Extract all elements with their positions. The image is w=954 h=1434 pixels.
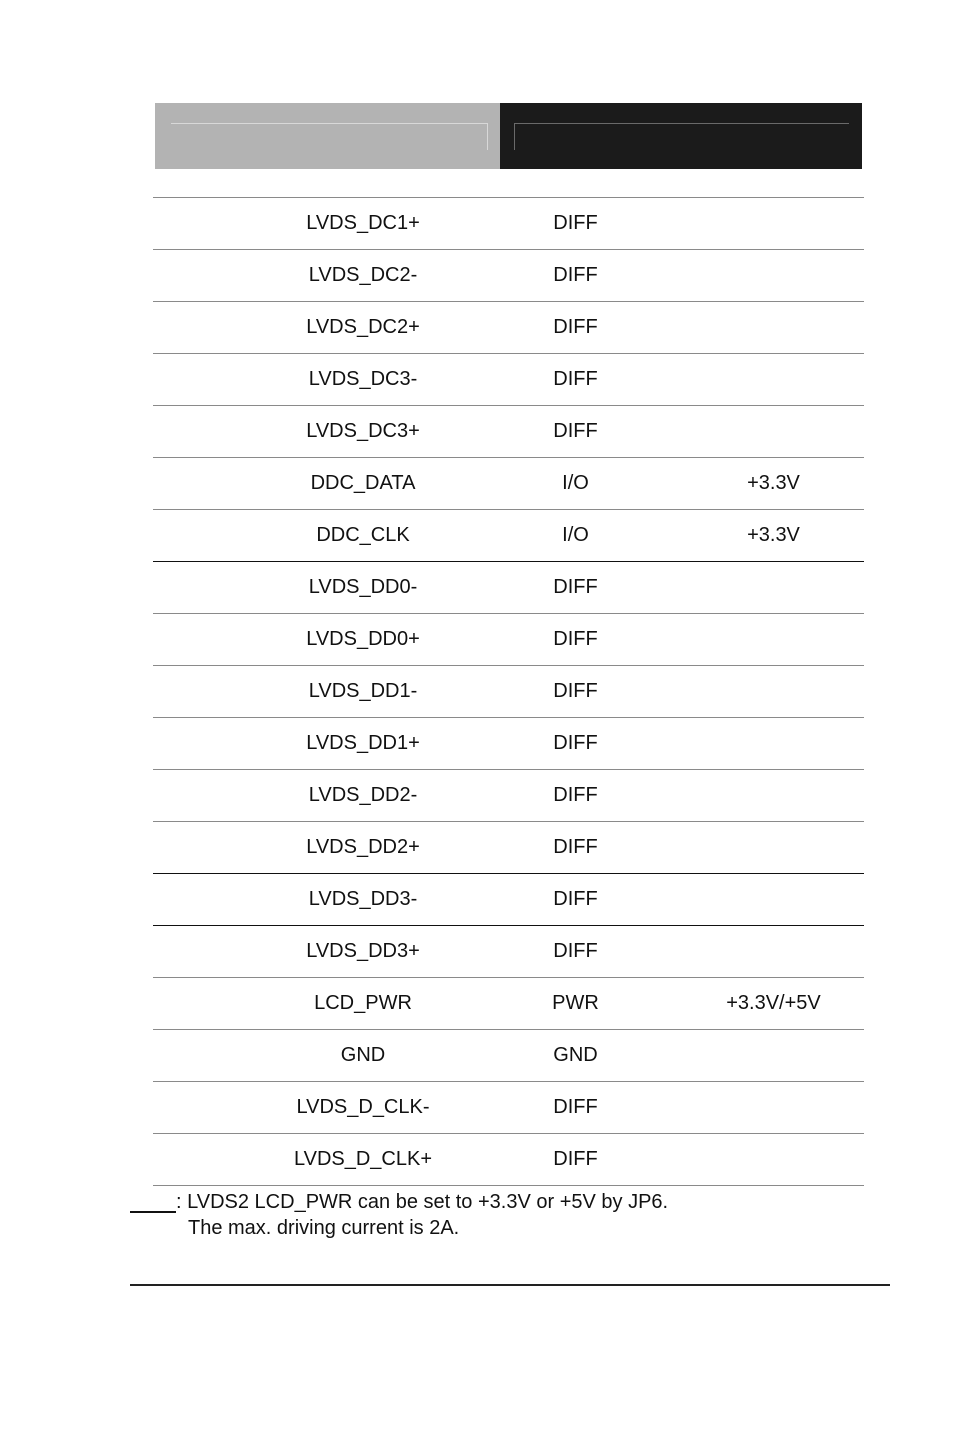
level-cell <box>683 822 864 874</box>
type-cell: I/O <box>468 510 683 562</box>
table-row <box>153 874 864 926</box>
level-cell <box>683 614 864 666</box>
pin-cell <box>153 978 258 1030</box>
level-cell <box>683 406 864 458</box>
type-cell: DIFF <box>468 1082 683 1134</box>
table-note <box>130 1189 668 1241</box>
pin-cell <box>153 354 258 406</box>
table-row <box>153 354 864 406</box>
type-cell: DIFF <box>468 198 683 250</box>
type-cell: DIFF <box>468 302 683 354</box>
level-cell <box>683 302 864 354</box>
signal-cell: LVDS_DD0+ <box>258 614 468 666</box>
type-cell: DIFF <box>468 666 683 718</box>
pin-cell <box>153 250 258 302</box>
type-cell: DIFF <box>468 406 683 458</box>
note-line-1 <box>130 1189 668 1215</box>
header-inset-frame-dark <box>514 123 849 150</box>
table-row <box>153 666 864 718</box>
header-inset-frame-light <box>171 123 488 150</box>
signal-cell: LVDS_DD2- <box>258 770 468 822</box>
table-row <box>153 1082 864 1134</box>
level-cell <box>683 666 864 718</box>
signal-cell: LVDS_DD1- <box>258 666 468 718</box>
level-cell <box>683 250 864 302</box>
table-row <box>153 406 864 458</box>
signal-cell: LVDS_DC2- <box>258 250 468 302</box>
type-cell: DIFF <box>468 614 683 666</box>
pin-cell <box>153 510 258 562</box>
pin-cell <box>153 666 258 718</box>
pin-cell <box>153 822 258 874</box>
signal-cell: LVDS_DD3+ <box>258 926 468 978</box>
pin-cell <box>153 718 258 770</box>
table-row <box>153 1030 864 1082</box>
pin-cell <box>153 1082 258 1134</box>
type-cell: I/O <box>468 458 683 510</box>
level-cell <box>683 1082 864 1134</box>
type-cell: DIFF <box>468 354 683 406</box>
table-row <box>153 458 864 510</box>
level-cell <box>683 874 864 926</box>
table-row <box>153 562 864 614</box>
table-row <box>153 822 864 874</box>
pin-cell <box>153 614 258 666</box>
level-cell <box>683 770 864 822</box>
signal-cell: GND <box>258 1030 468 1082</box>
signal-cell: LVDS_DC3+ <box>258 406 468 458</box>
type-cell: DIFF <box>468 926 683 978</box>
signal-cell: LVDS_DC2+ <box>258 302 468 354</box>
pin-cell <box>153 562 258 614</box>
type-cell: GND <box>468 1030 683 1082</box>
level-cell <box>683 354 864 406</box>
level-cell: +3.3V/+5V <box>683 978 864 1030</box>
pin-cell <box>153 1030 258 1082</box>
signal-cell: LVDS_D_CLK- <box>258 1082 468 1134</box>
pin-assignment-table <box>153 198 864 1186</box>
footer-rule <box>130 1284 890 1286</box>
pin-cell <box>153 406 258 458</box>
signal-cell: LVDS_DD3- <box>258 874 468 926</box>
type-cell: DIFF <box>468 562 683 614</box>
type-cell: DIFF <box>468 822 683 874</box>
level-cell <box>683 198 864 250</box>
pin-cell <box>153 198 258 250</box>
pin-cell <box>153 458 258 510</box>
signal-cell: LCD_PWR <box>258 978 468 1030</box>
signal-cell: LVDS_DD2+ <box>258 822 468 874</box>
type-cell: DIFF <box>468 250 683 302</box>
level-cell <box>683 1134 864 1186</box>
type-cell: DIFF <box>468 1134 683 1186</box>
level-cell <box>683 718 864 770</box>
table-row <box>153 978 864 1030</box>
level-cell <box>683 562 864 614</box>
signal-cell: LVDS_DD1+ <box>258 718 468 770</box>
pin-cell <box>153 926 258 978</box>
level-cell: +3.3V <box>683 458 864 510</box>
note-label-underline <box>130 1189 176 1213</box>
type-cell: DIFF <box>468 874 683 926</box>
signal-cell: DDC_CLK <box>258 510 468 562</box>
table-row <box>153 302 864 354</box>
pin-cell <box>153 874 258 926</box>
signal-cell: LVDS_D_CLK+ <box>258 1134 468 1186</box>
level-cell: +3.3V <box>683 510 864 562</box>
type-cell: PWR <box>468 978 683 1030</box>
pin-cell <box>153 770 258 822</box>
note-text-1: : LVDS2 LCD_PWR can be set to +3.3V or +5V by JP6. <box>176 1191 669 1213</box>
pin-cell <box>153 1134 258 1186</box>
pin-table-body <box>153 198 864 1186</box>
signal-cell: LVDS_DD0- <box>258 562 468 614</box>
signal-cell: LVDS_DC3- <box>258 354 468 406</box>
signal-cell: DDC_DATA <box>258 458 468 510</box>
header-band-dark <box>500 103 862 169</box>
table-row <box>153 926 864 978</box>
table-row <box>153 1134 864 1186</box>
level-cell <box>683 926 864 978</box>
level-cell <box>683 1030 864 1082</box>
table-row <box>153 198 864 250</box>
table-row <box>153 770 864 822</box>
table-row <box>153 614 864 666</box>
header-band-light <box>155 103 500 169</box>
table-row <box>153 510 864 562</box>
type-cell: DIFF <box>468 770 683 822</box>
table-row <box>153 250 864 302</box>
note-line-2: The max. driving current is 2A. <box>188 1217 460 1239</box>
signal-cell: LVDS_DC1+ <box>258 198 468 250</box>
type-cell: DIFF <box>468 718 683 770</box>
pin-cell <box>153 302 258 354</box>
table-row <box>153 718 864 770</box>
